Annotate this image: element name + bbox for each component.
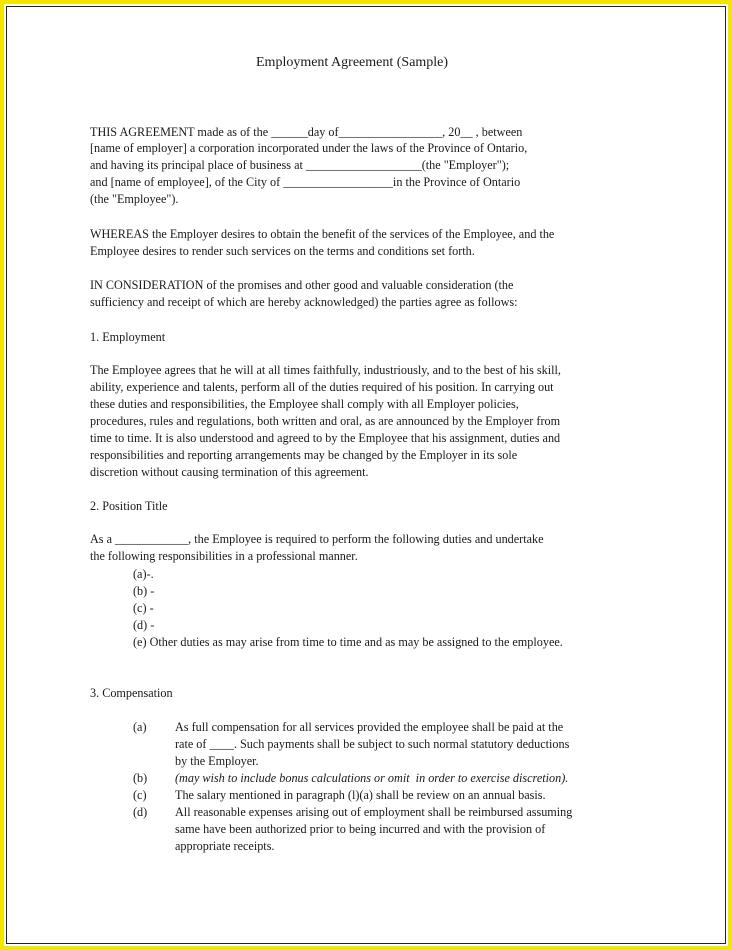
duty-item: (b) - <box>133 584 155 598</box>
compensation-item-line: As full compensation for all services provided the employee shall be paid at the <box>175 720 564 734</box>
duty-item: (c) - <box>133 601 154 615</box>
preamble-line: THIS AGREEMENT made as of the ______day of_________________, 20__ , between <box>90 125 523 139</box>
whereas-line: WHEREAS the Employer desires to obtain the benefit of the services of the Employee, and the <box>90 227 555 241</box>
body-line: time to time. It is also understood and agreed to by the Employee that his assignment, duties and <box>90 431 561 445</box>
body-line: procedures, rules and regulations, both written and oral, as are announced by the Employer from <box>90 414 561 428</box>
whereas-line: Employee desires to render such services on the terms and conditions set forth. <box>90 244 475 258</box>
body-line: the following responsibilities in a professional manner. <box>90 549 358 563</box>
section-1-heading: 1. Employment <box>90 330 166 344</box>
body-line: As a ____________, the Employee is required to perform the following duties and undertake <box>90 532 544 546</box>
preamble-line: and having its principal place of business at ___________________(the "Employer"); <box>90 158 510 172</box>
duty-item: (e) Other duties as may arise from time to time and as may be assigned to the employee. <box>133 635 563 649</box>
compensation-item-line: same have been authorized prior to being incurred and with the provision of <box>175 822 546 836</box>
body-line: these duties and responsibilities, the Employee shall comply with all Employer policies, <box>90 397 519 411</box>
preamble-line: [name of employer] a corporation incorporated under the laws of the Province of Ontario, <box>90 141 528 155</box>
section-2-heading: 2. Position Title <box>90 499 168 513</box>
compensation-item-line: rate of ____. Such payments shall be subject to such normal statutory deductions <box>175 737 570 751</box>
compensation-item-line: appropriate receipts. <box>175 839 275 853</box>
body-line: responsibilities and reporting arrangements may be changed by the Employer in its sole <box>90 448 518 462</box>
preamble-line: and [name of employee], of the City of __________________in the Province of Ontario <box>90 175 521 189</box>
document-title: Employment Agreement (Sample) <box>256 55 449 70</box>
compensation-item-label: (b) <box>133 771 148 785</box>
document-page <box>6 6 726 944</box>
body-line: ability, experience and talents, perform all of the duties required of his position. In carrying out <box>90 380 554 394</box>
consideration-line: sufficiency and receipt of which are hereby acknowledged) the parties agree as follows: <box>90 295 518 309</box>
compensation-item-line: by the Employer. <box>175 754 259 768</box>
compensation-item-line: The salary mentioned in paragraph (l)(a) shall be review on an annual basis. <box>175 788 546 802</box>
section-3-heading: 3. Compensation <box>90 686 173 700</box>
consideration-line: IN CONSIDERATION of the promises and other good and valuable consideration (the <box>90 278 514 292</box>
compensation-item-line: (may wish to include bonus calculations or omit in order to exercise discretion). <box>175 771 569 785</box>
body-line: The Employee agrees that he will at all times faithfully, industriously, and to the best of his skill, <box>90 363 561 377</box>
compensation-item-line: All reasonable expenses arising out of employment shall be reimbursed assuming <box>175 805 573 819</box>
duty-item: (a)-. <box>133 567 154 581</box>
compensation-item-label: (c) <box>133 788 147 802</box>
preamble-line: (the "Employee"). <box>90 192 179 206</box>
compensation-item-label: (a) <box>133 720 147 734</box>
body-line: discretion without causing termination of this agreement. <box>90 465 369 479</box>
compensation-item-label: (d) <box>133 805 148 819</box>
duty-item: (d) - <box>133 618 155 632</box>
